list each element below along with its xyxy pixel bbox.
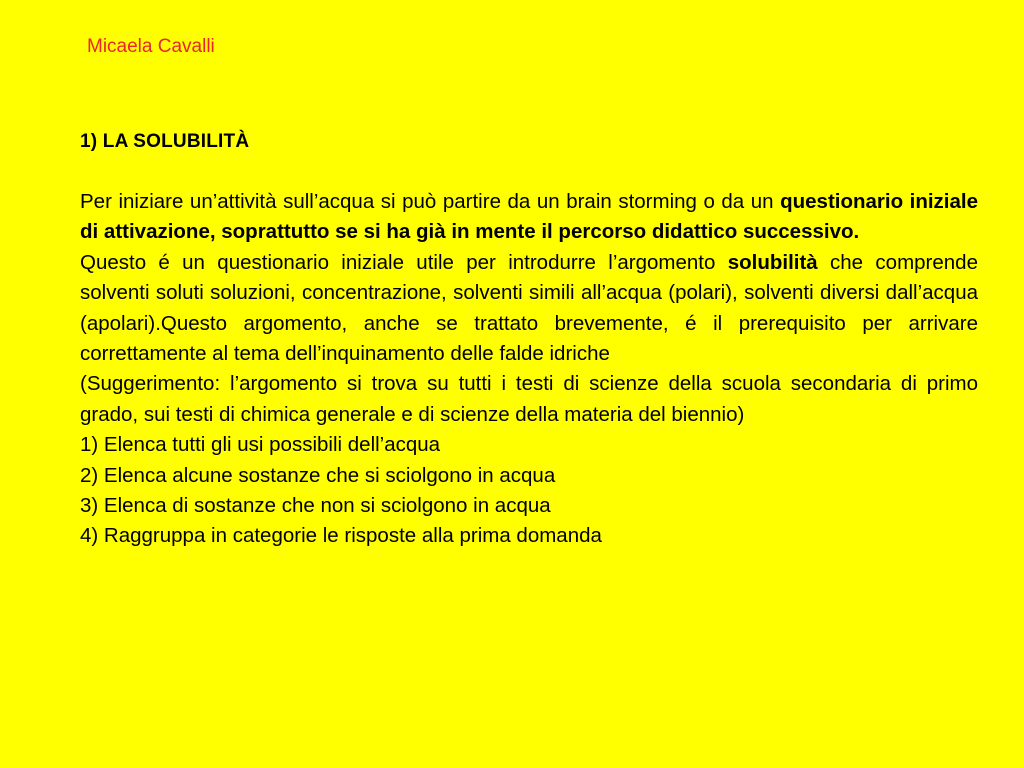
question-item: 4) Raggruppa in categorie le risposte alla prima domanda	[80, 524, 602, 548]
intro-bold-text: questionario iniziale di attivazione, soprattutto se si ha già in mente il percorso didattico successivo.	[80, 190, 978, 244]
question-item: 2) Elenca alcune sostanze che si sciolgono in acqua	[80, 463, 556, 487]
topic-bold-keyword: solubilità	[727, 250, 818, 274]
slide-body	[80, 187, 978, 552]
topic-text-after: che comprende solventi soluti soluzioni, concentrazione, solventi simili all’acqua (polari), solventi diversi dall’acqua (apolari).Questo argomento, anche se trattato brevemente, é il prerequisito per arrivare correttamente al tema dell’inquinamento delle falde idriche	[80, 250, 978, 366]
topic-paragraph	[80, 248, 978, 370]
topic-text-before: Questo é un questionario iniziale utile per introdurre l’argomento	[80, 250, 728, 274]
section-heading: 1) LA SOLUBILITÀ	[80, 131, 250, 152]
question-item: 1) Elenca tutti gli usi possibili dell’acqua	[80, 433, 441, 457]
question-item: 3) Elenca di sostanze che non si sciolgono in acqua	[80, 494, 551, 518]
author-name: Micaela Cavalli	[87, 36, 215, 57]
suggestion-paragraph: (Suggerimento: l’argomento si trova su tutti i testi di scienze della scuola secondaria di primo grado, sui testi di chimica generale e di scienze della materia del biennio)	[80, 372, 978, 426]
intro-paragraph	[80, 187, 978, 248]
intro-text: Per iniziare un’attività sull’acqua si può partire da un brain storming o da un	[80, 190, 781, 213]
